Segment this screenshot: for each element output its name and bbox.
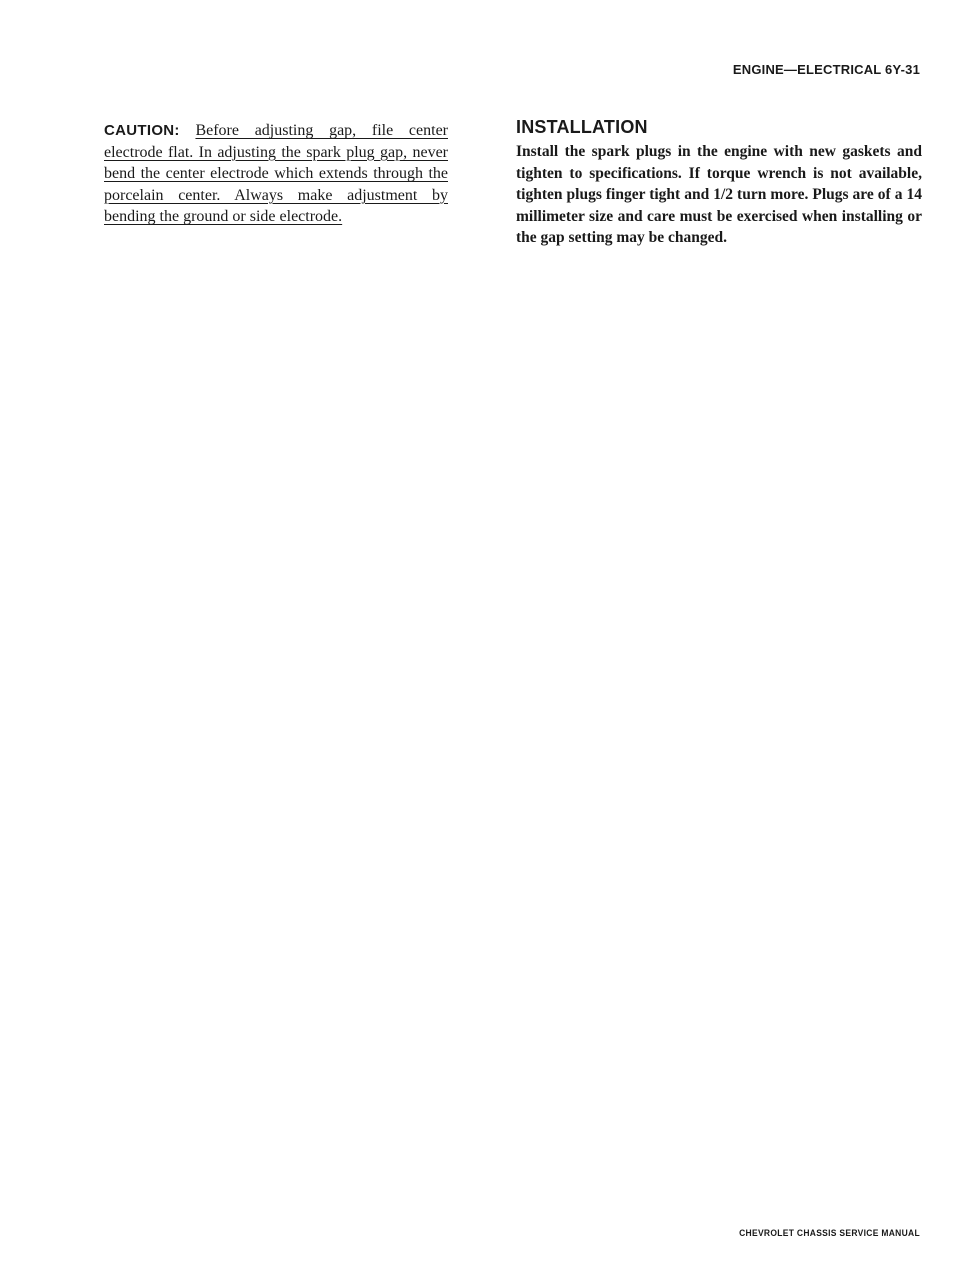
caution-label: CAUTION: xyxy=(104,122,180,139)
left-column xyxy=(104,120,448,228)
installation-paragraph: Install the spark plugs in the engine with new gaskets and tighten to specifications. If torque wrench is not available, tighten plugs finger tight and 1/2 turn more. Plugs are of a 14 millimeter size and care must be exercised when installing or the gap setting may be changed. xyxy=(516,143,922,246)
caution-text: Before adjusting gap, file center electrode flat. In adjusting the spark plug gap, never bend the center electrode which extends through the porcelain center. Always make adjustment by bending the ground or side electrode. xyxy=(104,122,448,225)
manual-footer: CHEVROLET CHASSIS SERVICE MANUAL xyxy=(739,1227,920,1239)
right-column xyxy=(516,116,922,249)
running-header: ENGINE—ELECTRICAL 6Y-31 xyxy=(732,62,920,77)
caution-paragraph xyxy=(104,120,448,228)
installation-heading: INSTALLATION xyxy=(516,117,648,137)
